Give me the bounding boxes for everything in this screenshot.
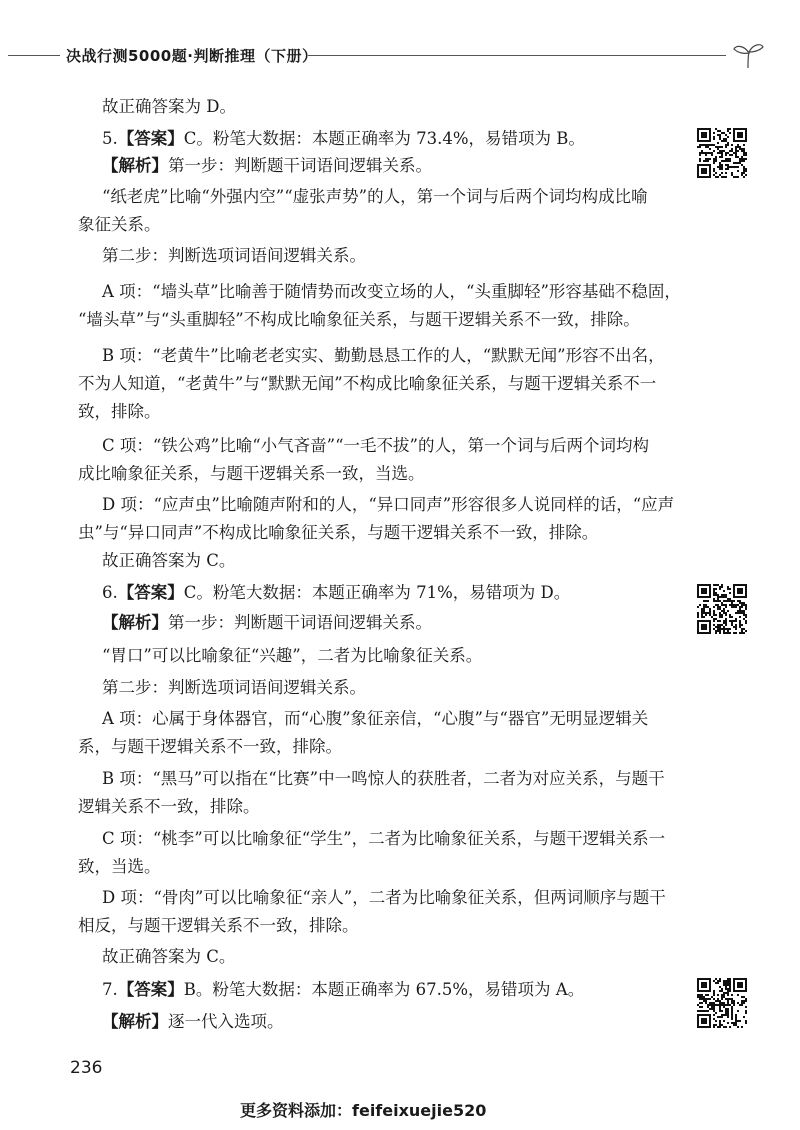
analysis-line-q5: 【解析】第一步：判断题干词语间逻辑关系。 — [102, 156, 432, 175]
option-c-line: C 项：“铁公鸡”比喻“小气吝啬”“一毛不拔”的人，第一个词与后两个词均构 — [102, 436, 649, 455]
header-rule-left — [8, 55, 60, 56]
paragraph-line: 逻辑关系不一致，排除。 — [78, 797, 260, 816]
paragraph-line: 第二步：判断选项词语间逻辑关系。 — [102, 678, 366, 697]
running-header — [0, 40, 800, 70]
option-b-line: B 项：“黑马”可以指在“比赛”中一鸣惊人的获胜者，二者为对应关系，与题干 — [102, 769, 665, 788]
analysis-line-q6: 【解析】第一步：判断题干词语间逻辑关系。 — [102, 613, 432, 632]
answer-line-q5: 5.【答案】C。粉笔大数据：本题正确率为 73.4%，易错项为 B。 — [102, 129, 585, 148]
paragraph-line: 致，排除。 — [78, 402, 161, 421]
paragraph-line: 成比喻象征关系，与题干逻辑关系一致，当选。 — [78, 464, 425, 483]
paragraph-line: “纸老虎”比喻“外强内空”“虚张声势”的人，第一个词与后两个词均构成比喻 — [102, 187, 648, 206]
paragraph-line: “胃口”可以比喻象征“兴趣”，二者为比喻象征关系。 — [102, 646, 483, 665]
section-label: 【答案】 — [117, 980, 184, 999]
option-c-line: C 项：“桃李”可以比喻象征“学生”，二者为比喻象征关系，与题干逻辑关系一 — [102, 829, 666, 848]
footer-watermark-text: 更多资料添加：feifeixuejie520 — [240, 1101, 487, 1120]
section-label: 【解析】 — [102, 156, 168, 175]
paragraph-line: “墙头草”与“头重脚轻”不构成比喻象征关系，与题干逻辑关系不一致，排除。 — [78, 310, 640, 329]
paragraph-line: 系，与题干逻辑关系不一致，排除。 — [78, 737, 342, 756]
section-label: 【解析】 — [102, 613, 168, 632]
option-a-line: A 项：“墙头草”比喻善于随情势而改变立场的人，“头重脚轻”形容基础不稳固， — [102, 282, 681, 301]
section-label: 【解析】 — [102, 1012, 168, 1031]
conclusion-line: 故正确答案为 C。 — [102, 551, 236, 570]
answer-line-q7: 7.【答案】B。粉笔大数据：本题正确率为 67.5%，易错项为 A。 — [102, 980, 585, 999]
paragraph-line: 致，当选。 — [78, 857, 161, 876]
qr-code-icon[interactable] — [697, 584, 747, 634]
paragraph-line: 相反，与题干逻辑关系不一致，排除。 — [78, 916, 359, 935]
page-number: 236 — [70, 1058, 103, 1078]
header-rule-right — [308, 55, 726, 56]
option-b-line: B 项：“老黄牛”比喻老老实实、勤勤恳恳工作的人，“默默无闻”形容不出名， — [102, 346, 665, 365]
qr-code-icon[interactable] — [697, 978, 747, 1028]
option-a-line: A 项：心属于身体器官，而“心腹”象征亲信，“心腹”与“器官”无明显逻辑关 — [102, 709, 649, 728]
answer-line-q6: 6.【答案】C。粉笔大数据：本题正确率为 71%，易错项为 D。 — [102, 583, 571, 602]
option-d-line: D 项：“应声虫”比喻随声附和的人，“异口同声”形容很多人说同样的话，“应声 — [102, 495, 675, 514]
section-label: 【答案】 — [117, 129, 184, 148]
paragraph-line: 象征关系。 — [78, 215, 161, 234]
header-title: 决战行测5000题·判断推理（下册） — [66, 47, 318, 65]
conclusion-line: 故正确答案为 D。 — [102, 97, 236, 116]
conclusion-line: 故正确答案为 C。 — [102, 947, 236, 966]
paragraph-line: 虫”与“异口同声”不构成比喻象征关系，与题干逻辑关系不一致，排除。 — [78, 523, 599, 542]
section-label: 【答案】 — [117, 583, 184, 602]
paragraph-line: 第二步：判断选项词语间逻辑关系。 — [102, 246, 366, 265]
paragraph-line: 不为人知道，“老黄牛”与“默默无闻”不构成比喻象征关系，与题干逻辑关系不一 — [78, 374, 657, 393]
sprout-icon — [728, 40, 768, 70]
option-d-line: D 项：“骨肉”可以比喻象征“亲人”，二者为比喻象征关系，但两词顺序与题干 — [102, 888, 666, 907]
analysis-line-q7: 【解析】逐一代入选项。 — [102, 1012, 284, 1031]
qr-code-icon[interactable] — [697, 128, 747, 178]
